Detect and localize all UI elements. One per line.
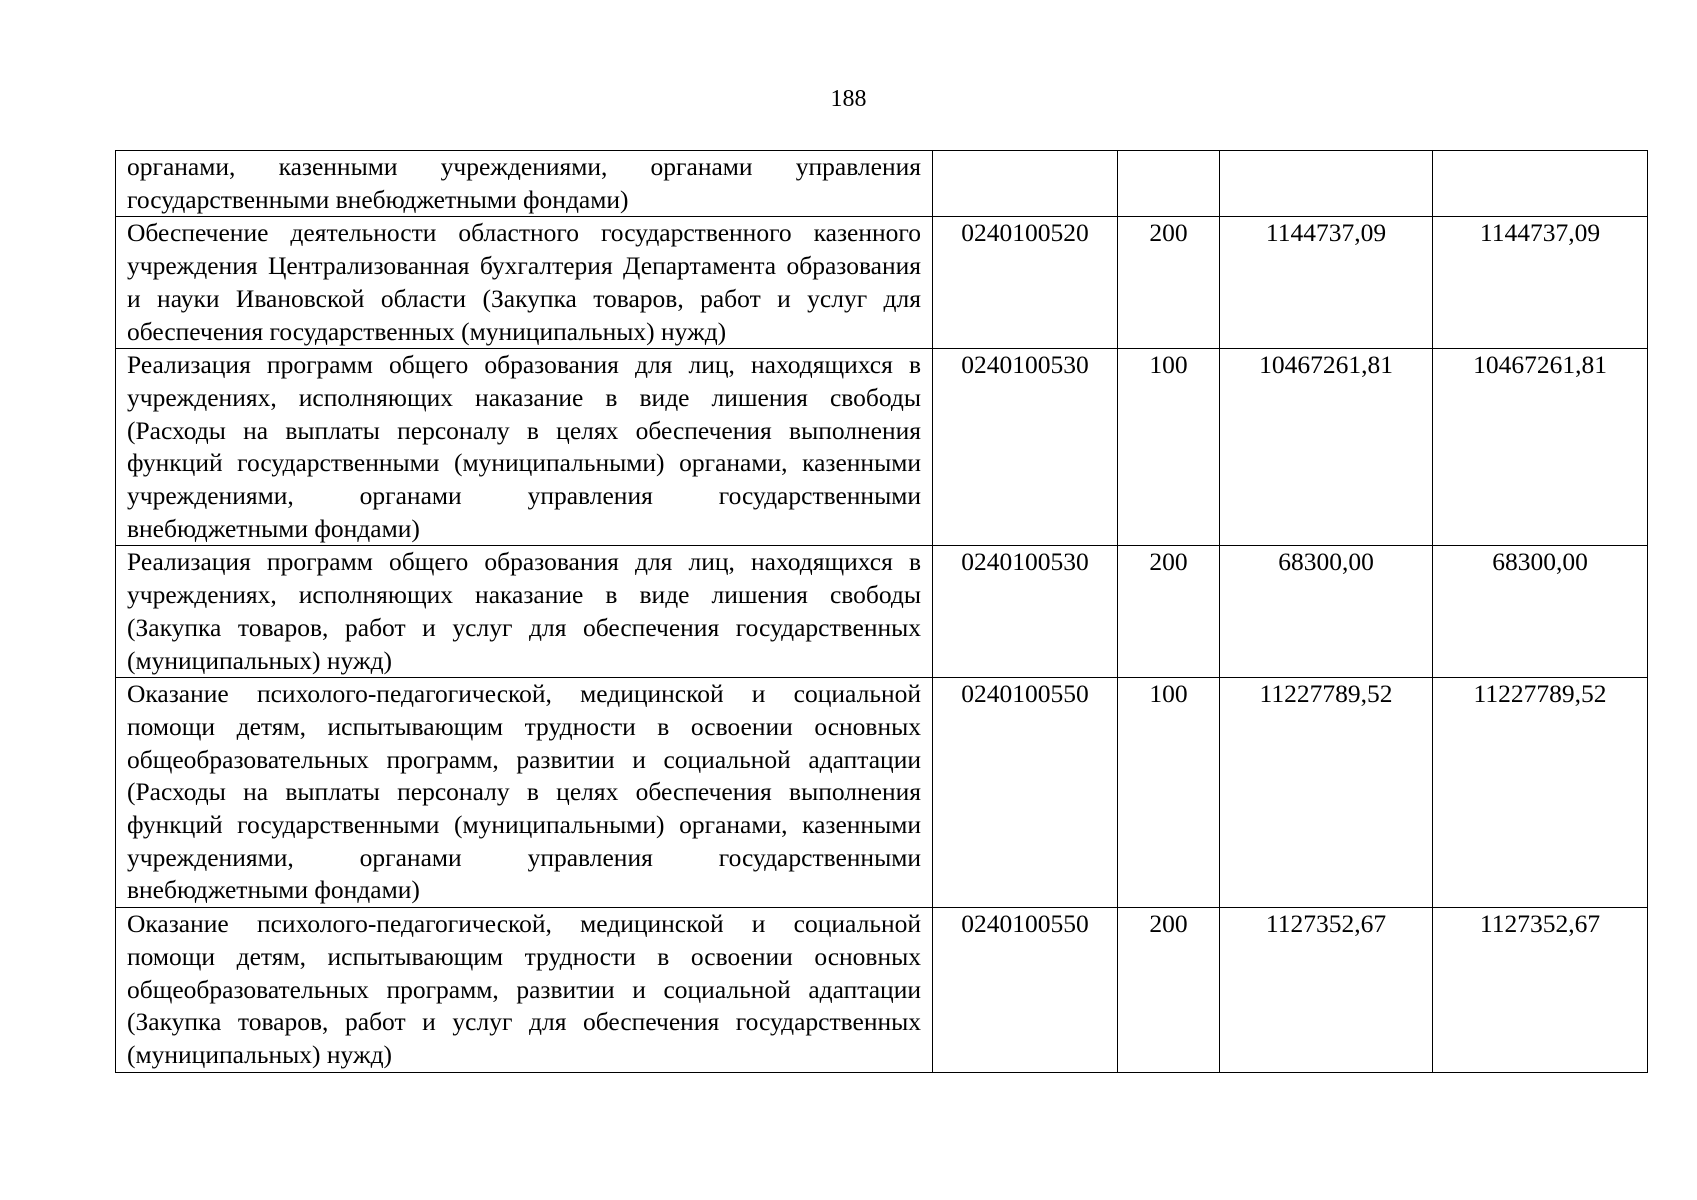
table-row xyxy=(116,151,1648,217)
target-code-cell: 0240100530 xyxy=(933,546,1118,678)
page-number: 188 xyxy=(830,86,867,112)
target-code-cell: 0240100520 xyxy=(933,217,1118,349)
expense-type-cell: 100 xyxy=(1118,349,1220,546)
amount-cell: 10467261,81 xyxy=(1433,349,1648,546)
table-row xyxy=(116,217,1648,349)
target-code-cell xyxy=(933,151,1118,217)
amount-cell: 1127352,67 xyxy=(1433,908,1648,1073)
expense-name-cell: Оказание психолого-педагогической, медицинской и социальной помощи детям, испытывающим трудности в освоении основных общеобразовательных программ, развитии и социальной адаптации (Закупка товаров, работ и услуг для обеспечения государственных (муниципальных) нужд) xyxy=(116,908,933,1073)
expense-type-cell: 200 xyxy=(1118,908,1220,1073)
expense-type-cell xyxy=(1118,151,1220,217)
target-code-cell: 0240100550 xyxy=(933,908,1118,1073)
amount-cell xyxy=(1220,151,1433,217)
expense-name-cell: Реализация программ общего образования для лиц, находящихся в учреждениях, исполняющих наказание в виде лишения свободы (Расходы на выплаты персоналу в целях обеспечения выполнения функций государственными (муниципальными) органами, казенными учреждениями, органами управления государственными внебюджетными фондами) xyxy=(116,349,933,546)
target-code-cell: 0240100550 xyxy=(933,678,1118,908)
amount-cell xyxy=(1433,151,1648,217)
amount-cell: 11227789,52 xyxy=(1433,678,1648,908)
expense-name-cell: Оказание психолого-педагогической, медицинской и социальной помощи детям, испытывающим трудности в освоении основных общеобразовательных программ, развитии и социальной адаптации (Расходы на выплаты персоналу в целях обеспечения выполнения функций государственными (муниципальными) органами, казенными учреждениями, органами управления государственными внебюджетными фондами) xyxy=(116,678,933,908)
amount-cell: 11227789,52 xyxy=(1220,678,1433,908)
table-row xyxy=(116,546,1648,678)
amount-cell: 1144737,09 xyxy=(1220,217,1433,349)
target-code-cell: 0240100530 xyxy=(933,349,1118,546)
expense-name-cell: органами, казенными учреждениями, органами управления государственными внебюджетными фондами) xyxy=(116,151,933,217)
amount-cell: 1127352,67 xyxy=(1220,908,1433,1073)
expense-name-cell: Обеспечение деятельности областного государственного казенного учреждения Централизованная бухгалтерия Департамента образования и науки Ивановской области (Закупка товаров, работ и услуг для обеспечения государственных (муниципальных) нужд) xyxy=(116,217,933,349)
amount-cell: 68300,00 xyxy=(1433,546,1648,678)
expense-type-cell: 200 xyxy=(1118,546,1220,678)
table-row xyxy=(116,349,1648,546)
table-row xyxy=(116,908,1648,1073)
expense-type-cell: 100 xyxy=(1118,678,1220,908)
amount-cell: 10467261,81 xyxy=(1220,349,1433,546)
expense-type-cell: 200 xyxy=(1118,217,1220,349)
amount-cell: 1144737,09 xyxy=(1433,217,1648,349)
amount-cell: 68300,00 xyxy=(1220,546,1433,678)
expense-name-cell: Реализация программ общего образования для лиц, находящихся в учреждениях, исполняющих наказание в виде лишения свободы (Закупка товаров, работ и услуг для обеспечения государственных (муниципальных) нужд) xyxy=(116,546,933,678)
table-row xyxy=(116,678,1648,908)
budget-table xyxy=(115,150,1648,1073)
